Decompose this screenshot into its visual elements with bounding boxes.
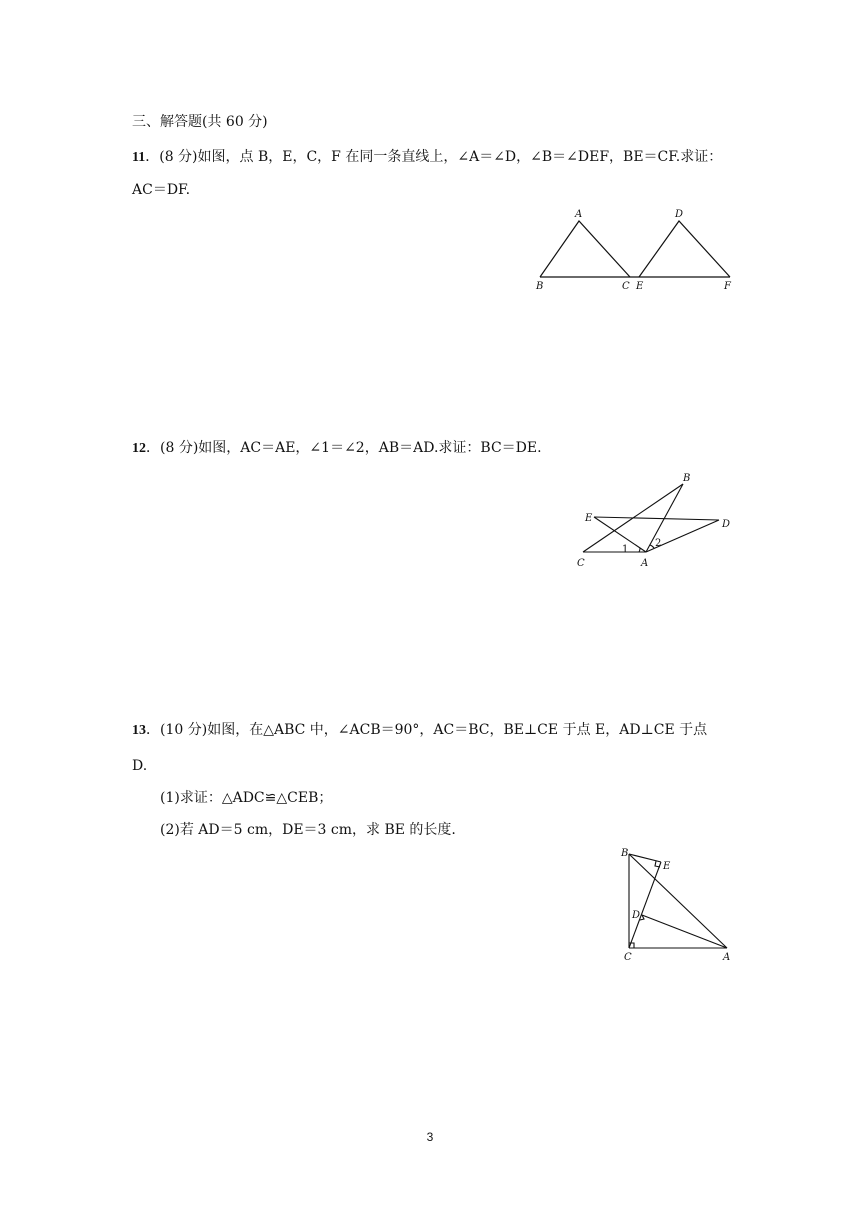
problem-11-figure [530, 205, 740, 295]
label-D: D [632, 910, 641, 921]
problem-13-figure [615, 842, 745, 967]
label-A: A [723, 952, 731, 963]
problem-13-text: ．(10 分)如图，在△ABC 中，∠ACB＝90°，AC＝BC，BE⊥CE 于点 E，AD⊥CE 于点 [146, 722, 708, 738]
problem-13-sub2: (2)若 AD＝5 cm，DE＝3 cm，求 BE 的长度. [160, 822, 456, 838]
problem-12-line1 [132, 438, 542, 459]
problem-12-number: 12 [132, 441, 146, 456]
label-F: F [724, 281, 731, 292]
label-C: C [622, 281, 630, 292]
problem-11-number: 11 [132, 150, 146, 165]
label-D: D [675, 209, 684, 220]
problem-13-number: 13 [132, 723, 146, 738]
label-B: B [683, 473, 691, 484]
label-B: B [621, 848, 629, 859]
problem-11-text: ．(8 分)如图，点 B，E，C，F 在同一条直线上，∠A＝∠D，∠B＝∠DEF，BE＝CF.求证： [145, 149, 723, 165]
section-title: 三、解答题(共 60 分) [132, 114, 268, 130]
label-E: E [585, 513, 593, 524]
problem-13-line1 [132, 720, 707, 741]
label-C: C [577, 558, 585, 569]
label-A: A [575, 209, 583, 220]
problem-11-line2: AC＝DF. [132, 182, 191, 198]
problem-11-line1 [132, 147, 722, 168]
label-B: B [536, 281, 544, 292]
problem-12-text: ．(8 分)如图，AC＝AE，∠1＝∠2，AB＝AD.求证：BC＝DE. [146, 440, 542, 456]
label-D: D [722, 519, 731, 530]
label-1: 1 [622, 544, 629, 555]
label-C: C [624, 952, 632, 963]
problem-13-line2: D. [132, 758, 148, 774]
label-E: E [636, 281, 644, 292]
label-E: E [663, 861, 671, 872]
problem-13-sub1: (1)求证：△ADC≌△CEB； [160, 790, 333, 806]
page-number: 3 [426, 1130, 434, 1144]
problem-12-figure [570, 468, 740, 578]
label-A: A [641, 558, 649, 569]
label-2: 2 [655, 538, 662, 549]
